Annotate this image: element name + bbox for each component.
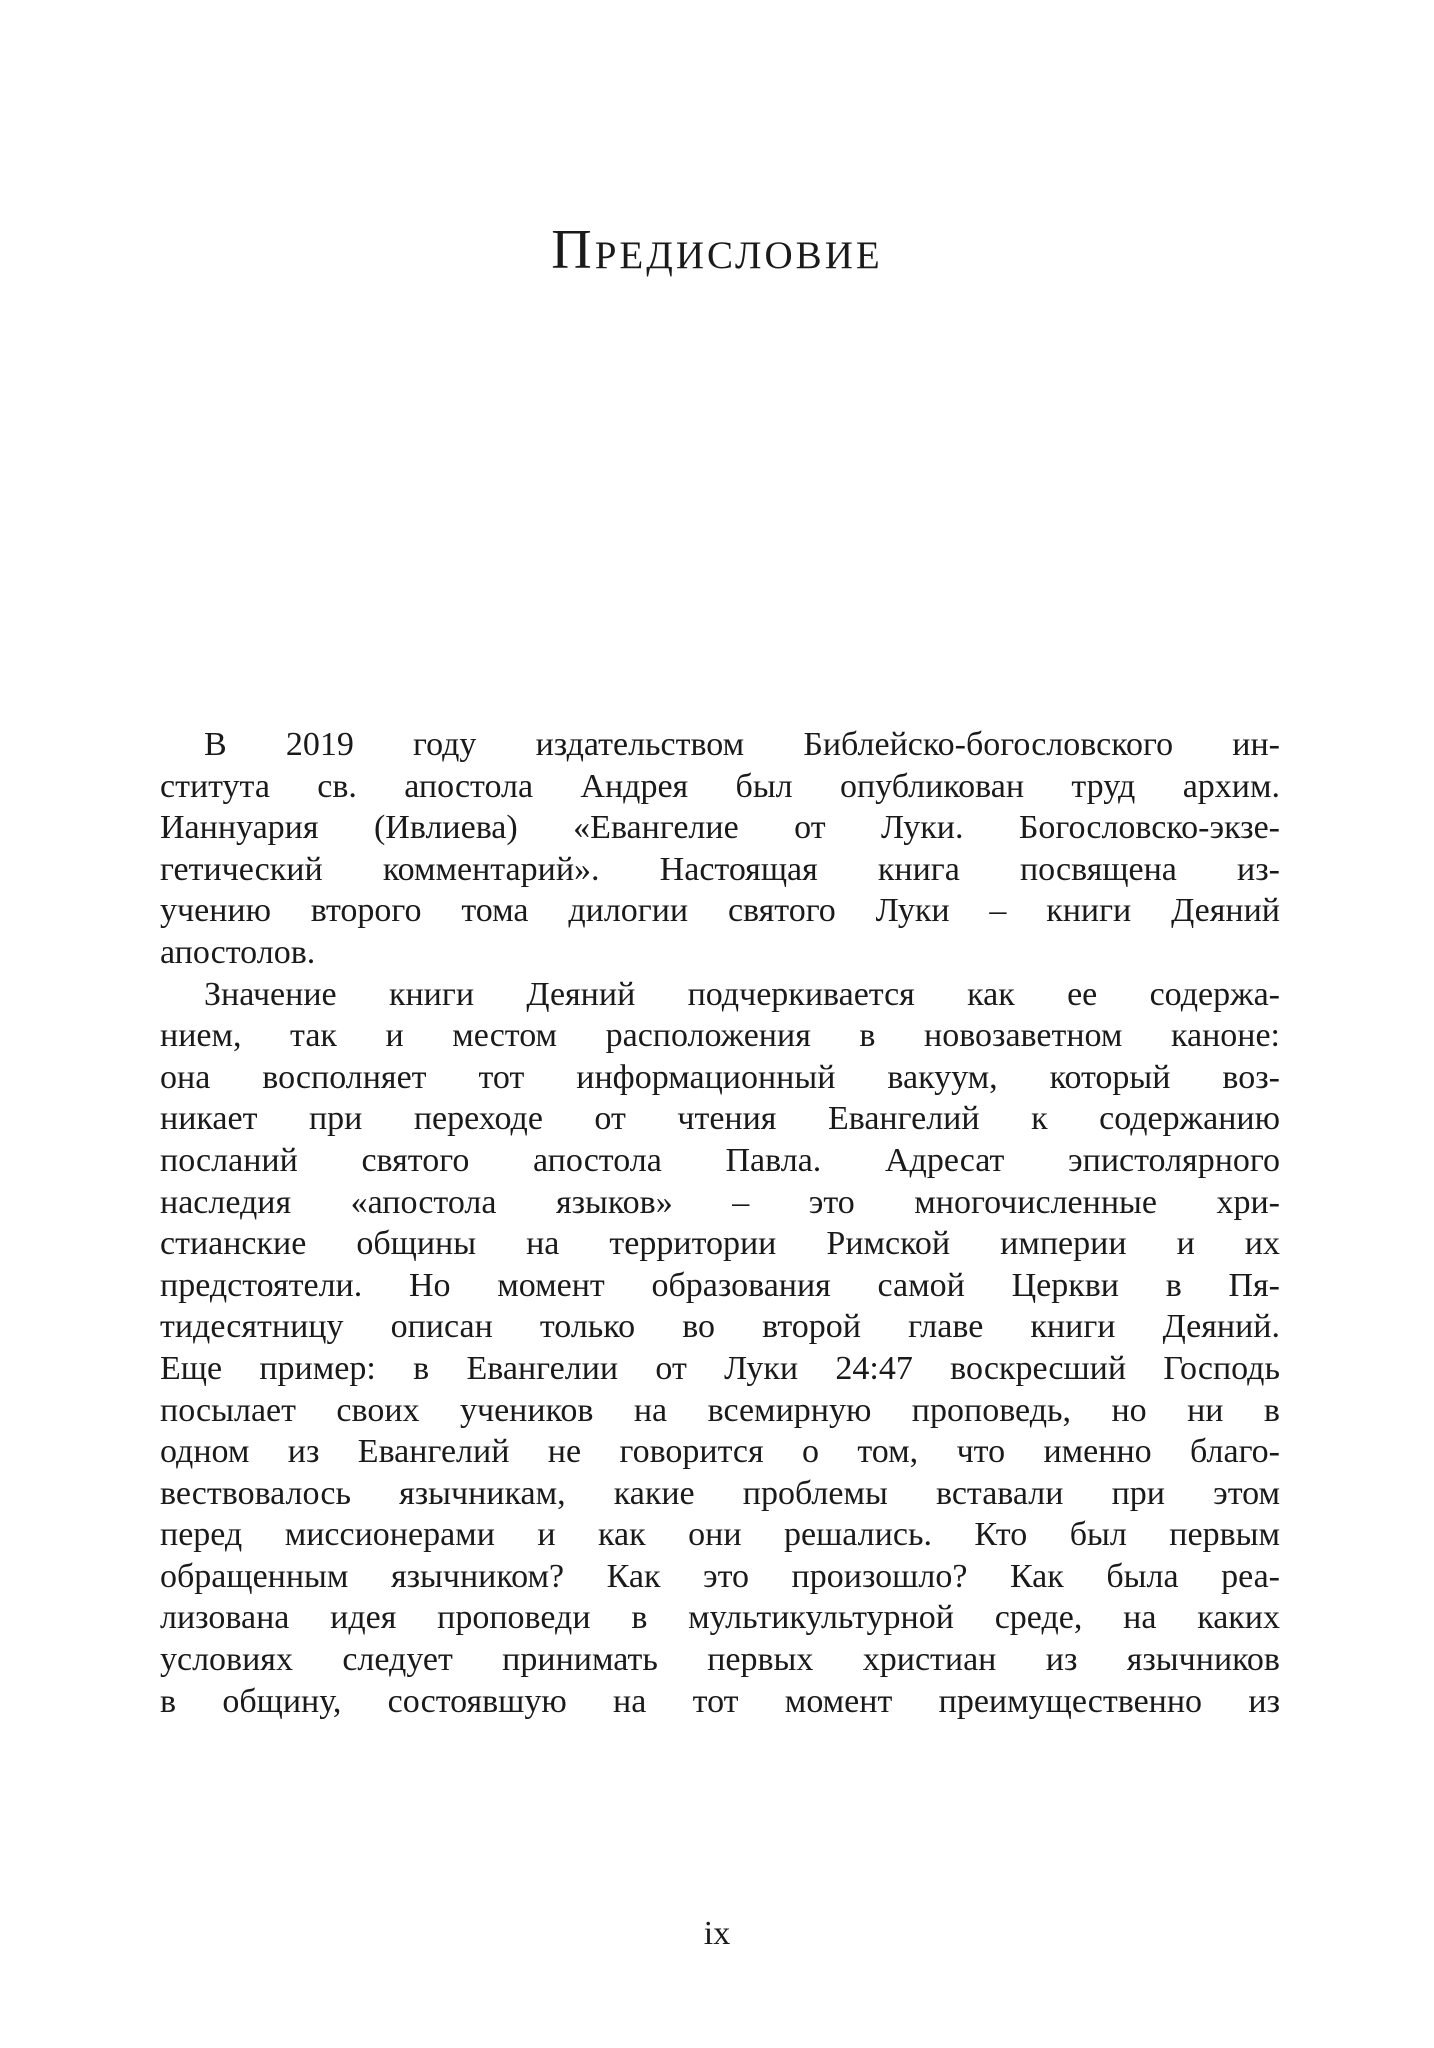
body-text xyxy=(160,724,1280,1722)
text-line: одном из Евангелий не говорится о том, что именно благо- xyxy=(160,1433,1280,1471)
text-line: В 2019 году издательством Библейско-богословского ин- xyxy=(204,726,1280,763)
text-line: посланий святого апостола Павла. Адресат эпистолярного xyxy=(160,1141,1280,1179)
text-line: гетический комментарий». Настоящая книга посвящена из- xyxy=(160,850,1280,888)
text-line: лизована идея проповеди в мультикультурной среде, на каких xyxy=(160,1599,1280,1637)
chapter-title: Предисловие xyxy=(551,219,883,281)
text-line: стианские общины на территории Римской империи и их xyxy=(160,1225,1280,1263)
text-line: Значение книги Деяний подчеркивается как ее содержа- xyxy=(204,975,1280,1013)
text-line: наследия «апостола языков» – это многочисленные хри- xyxy=(160,1183,1280,1221)
text-line: она восполняет тот информационный вакуум, который воз- xyxy=(160,1058,1280,1096)
text-line: условиях следует принимать первых христиан из язычников xyxy=(160,1641,1280,1679)
text-line: учению второго тома дилогии святого Луки – книги Деяний xyxy=(160,892,1280,930)
text-line: никает при переходе от чтения Евангелий к содержанию xyxy=(160,1100,1280,1138)
text-line: вествовалось язычникам, какие проблемы вставали при этом xyxy=(160,1474,1280,1512)
paragraph xyxy=(160,724,1280,974)
text-line: в общину, состоявшую на тот момент преимущественно из xyxy=(160,1682,1280,1720)
text-line: обращенным язычником? Как это произошло? Как была реа- xyxy=(160,1557,1280,1595)
text-line: перед миссионерами и как они решались. Кто был первым xyxy=(160,1516,1280,1554)
paragraph xyxy=(160,974,1280,1723)
text-line: Еще пример: в Евангелии от Луки 24:47 воскресший Господь xyxy=(160,1349,1280,1387)
page-number: ix xyxy=(703,1915,731,1952)
text-line: Ианнуария (Ивлиева) «Евангелие от Луки. Богословско-экзе- xyxy=(160,809,1280,847)
text-line: апостолов. xyxy=(160,933,316,971)
text-line: тидесятницу описан только во второй главе книги Деяний. xyxy=(160,1308,1280,1346)
text-line: посылает своих учеников на всемирную проповедь, но ни в xyxy=(160,1391,1280,1429)
text-line: ститута св. апостола Андрея был опубликован труд архим. xyxy=(160,767,1280,805)
text-line: предстоятели. Но момент образования самой Церкви в Пя- xyxy=(160,1266,1280,1304)
text-line: нием, так и местом расположения в новозаветном каноне: xyxy=(160,1017,1280,1055)
